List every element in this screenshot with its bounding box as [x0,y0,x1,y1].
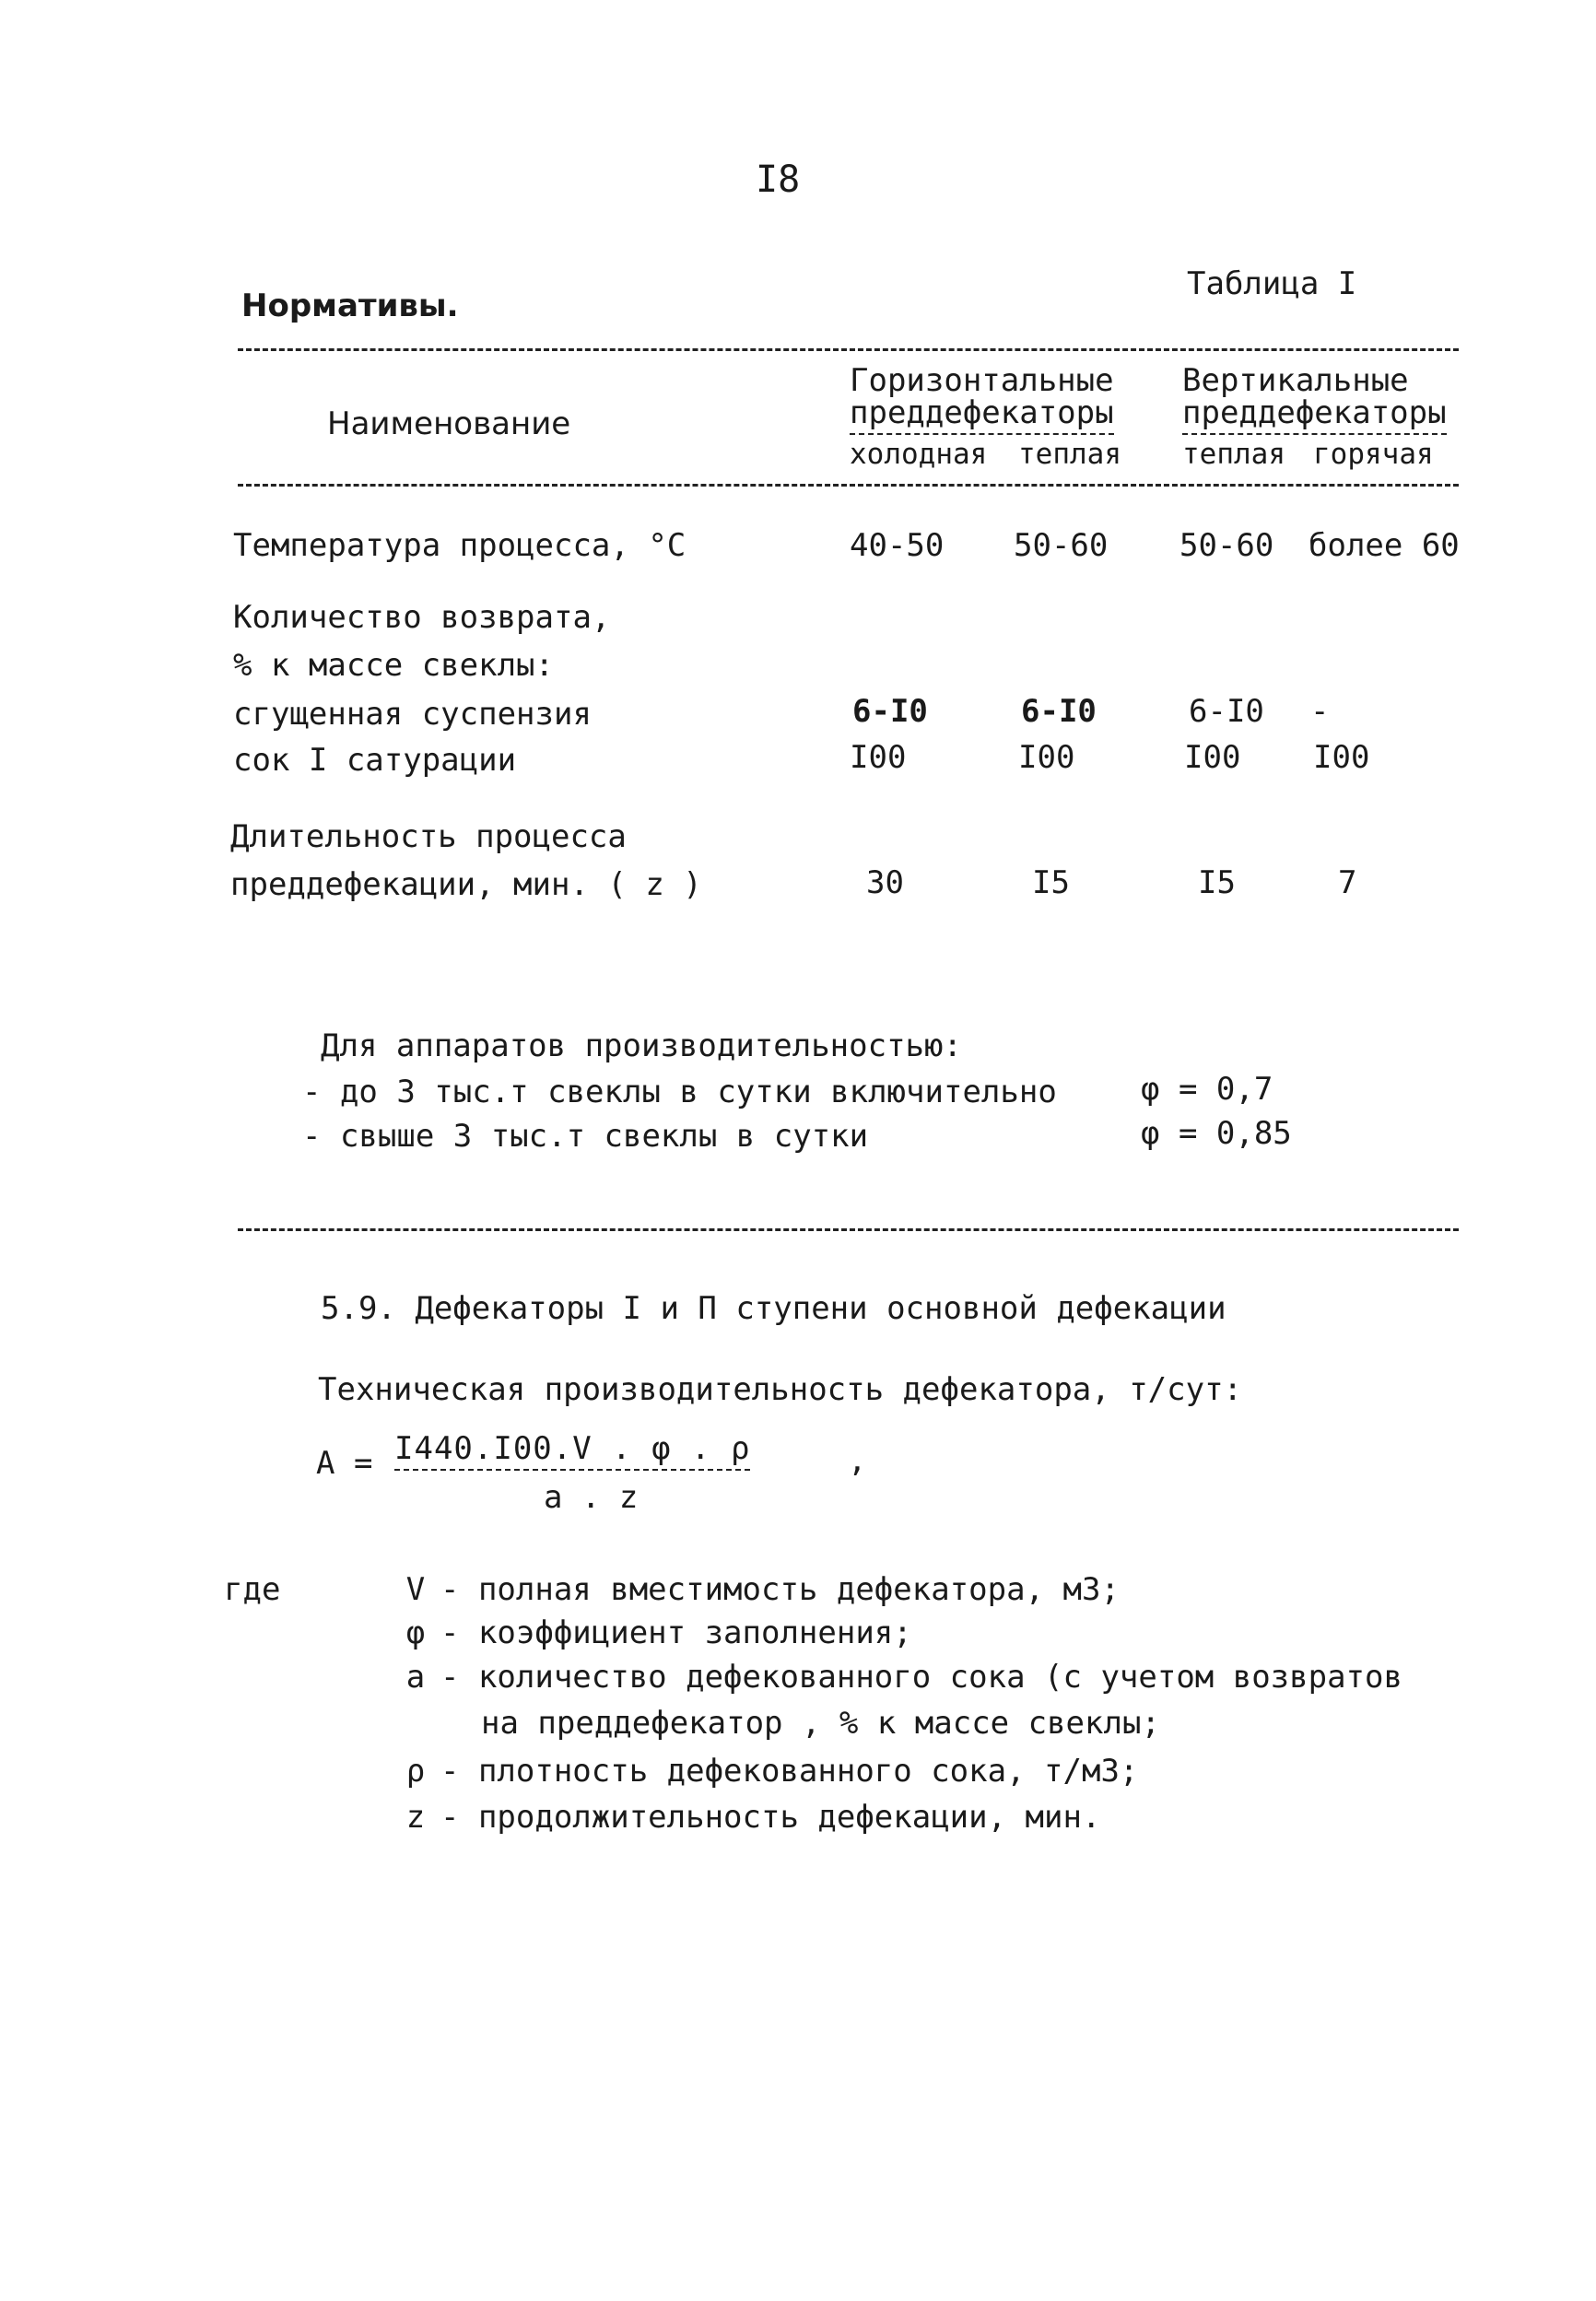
definition-text-continuation: на преддефекатор , % к массе свеклы; [481,1705,1160,1742]
definition-text: - количество дефекованного сока (с учетом возвратов [440,1659,1402,1696]
cell-duration-warm-v: I5 [1198,864,1236,901]
row-label-temperature: Температура процесса, °С [233,527,687,564]
capacity-note-value: φ = 0,7 [1141,1071,1273,1108]
cell-suspension-cold: 6-I0 [852,693,928,730]
capacity-note-item: - свыше 3 тыс.т свеклы в сутки [302,1118,869,1155]
capacity-note-title: Для аппаратов производительностью: [321,1027,962,1064]
cell-suspension-warm-v: 6-I0 [1189,693,1264,730]
formula-denominator: а . z [544,1479,639,1516]
table-label: Таблица I [1187,265,1357,302]
heading: Нормативы. [241,288,459,324]
table-end-rule [238,1228,1459,1231]
table-header-rule [238,484,1459,487]
sub-header-hot: горячая [1313,438,1434,471]
cell-temperature-warm-v: 50-60 [1179,527,1274,564]
definition-text: - коэффициент заполнения; [440,1614,912,1651]
row-label-return: Количество возврата, [233,599,611,636]
col-name-header: Наименование [327,405,571,442]
section-title: 5.9. Дефекаторы I и П ступени основной дефекации [321,1290,1226,1327]
definition-text: - полная вместимость дефекатора, м3; [440,1571,1120,1608]
definition-symbol: ρ [405,1753,426,1790]
capacity-note-value: φ = 0,85 [1141,1115,1292,1152]
row-label-suspension: сгущенная суспензия [233,696,592,733]
row-label-duration-unit: преддефекации, мин. ( z ) [230,866,702,903]
definition-text: - продолжительность дефекации, мин. [440,1799,1101,1836]
cell-juice-warm-h: I00 [1018,739,1075,776]
definition-symbol: z [405,1799,426,1836]
definition-text: - плотность дефекованного сока, т/м3; [440,1753,1139,1790]
cell-juice-cold: I00 [850,739,907,776]
formula-lhs: А = [316,1445,373,1482]
capacity-note-item: - до 3 тыс.т свеклы в сутки включительно [302,1074,1057,1110]
cell-duration-cold: 30 [866,864,904,901]
definition-symbol: а [405,1659,426,1696]
cell-temperature-hot: более 60 [1308,527,1460,564]
formula-numerator: I440.I00.V . φ . ρ [394,1430,750,1471]
row-label-juice: сок I сатурации [233,742,517,779]
cell-duration-hot: 7 [1338,864,1357,901]
definition-symbol: φ [405,1614,426,1651]
sub-header-warm-v: теплая [1182,438,1285,471]
cell-juice-hot: I00 [1313,739,1370,776]
cell-temperature-warm-h: 50-60 [1014,527,1109,564]
cell-temperature-cold: 40-50 [850,527,945,564]
sub-header-cold: холодная [850,438,988,471]
formula-trailing: , [848,1442,867,1479]
capacity-label: Техническая производительность дефекатора, т/сут: [318,1371,1243,1408]
where-label: где [224,1571,281,1608]
table-top-rule [238,348,1459,351]
cell-juice-warm-v: I00 [1184,739,1241,776]
cell-suspension-warm-h: 6-I0 [1021,693,1097,730]
sub-header-warm-h: теплая [1018,438,1121,471]
cell-duration-warm-h: I5 [1032,864,1070,901]
group-vertical-line1: Вертикальные [1182,362,1409,399]
row-label-return-unit: % к массе свеклы: [233,647,554,684]
group-horizontal-line2: преддефекаторы [850,394,1114,435]
group-horizontal-line1: Горизонтальные [850,362,1114,399]
definition-symbol: V [405,1571,426,1608]
group-vertical-line2: преддефекаторы [1182,394,1447,435]
row-label-duration: Длительность процесса [230,818,627,855]
page-number: I8 [756,158,801,201]
cell-suspension-hot: - [1310,693,1330,730]
